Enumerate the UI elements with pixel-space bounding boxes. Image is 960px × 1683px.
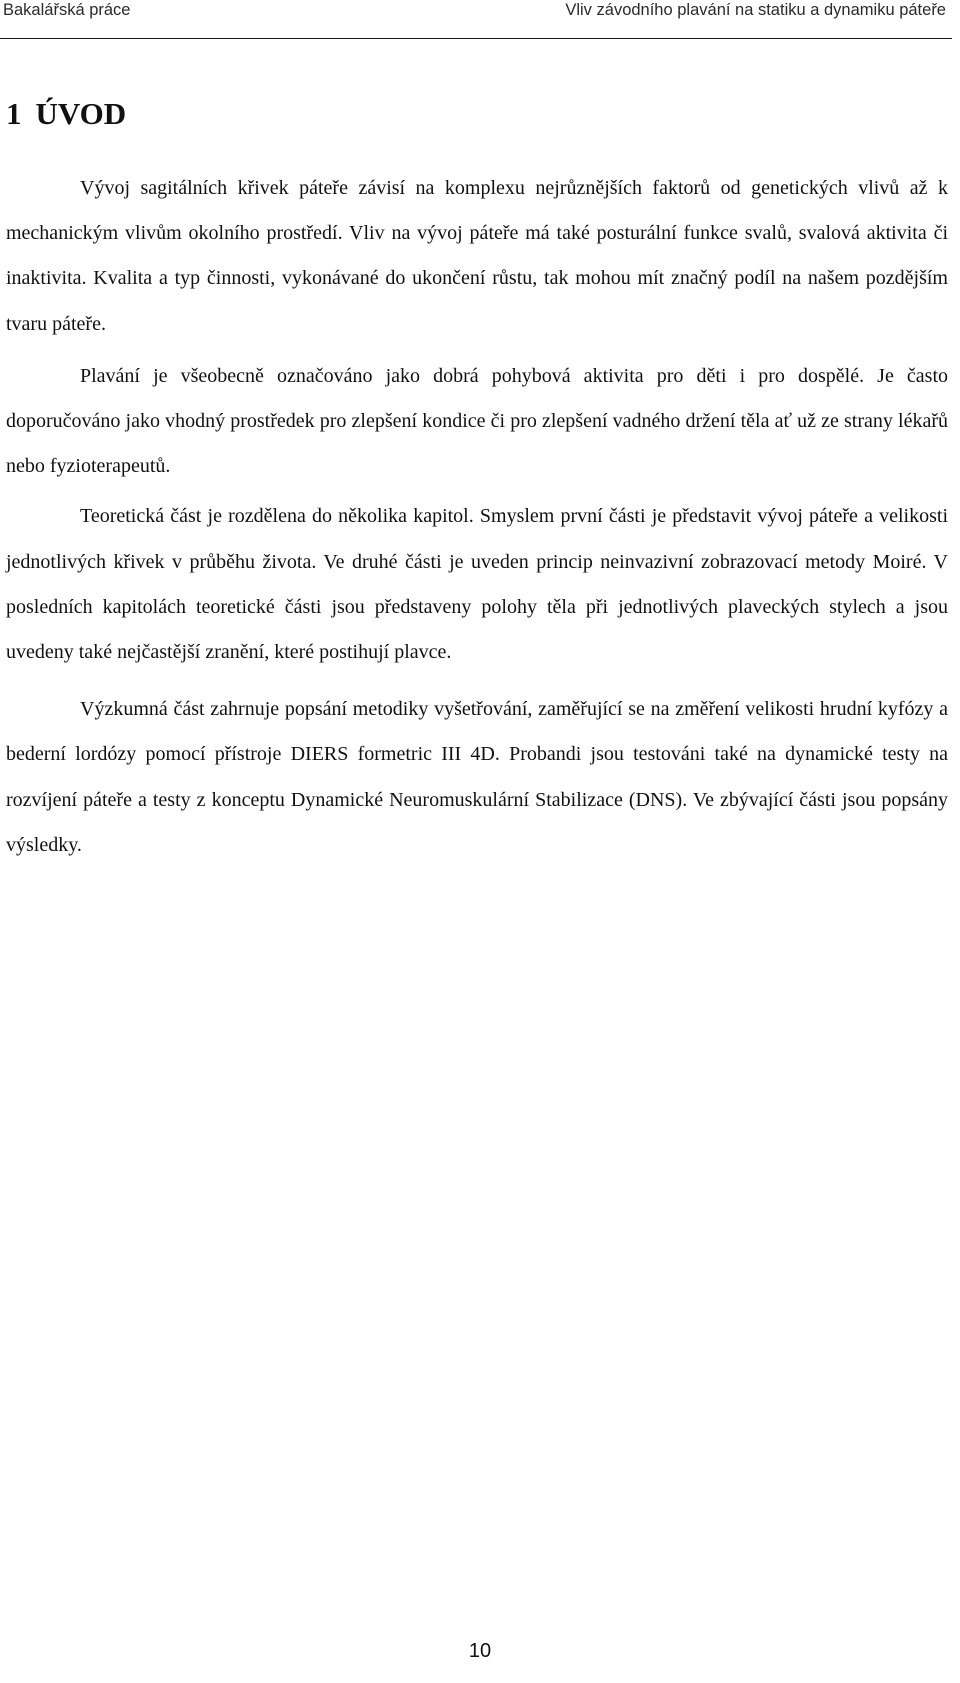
- chapter-number: 1: [6, 96, 22, 131]
- page-number: 10: [468, 1640, 492, 1662]
- header-thesis-title: Vliv závodního plavání na statiku a dynamiku páteře: [565, 1, 946, 19]
- paragraph-theoretical-part: Teoretická část je rozdělena do několika kapitol. Smyslem první části je představit vývoj páteře a velikosti jednotlivých křivek v průběhu života. Ve druhé části je uveden princip neinvazivní zobrazovací metody Moiré. V posledních kapitolách teoretické části jsou představeny polohy těla při jednotlivých plaveckých stylech a jsou uvedeny také nejčastější zranění, které postihují plavce.: [6, 505, 948, 664]
- paragraph-research-part: Výzkumná část zahrnuje popsání metodiky vyšetřování, zaměřující se na změření velikosti hrudní kyfózy a bederní lordózy pomocí přístroje DIERS formetric III 4D. Probandi jsou testováni také na dynamické testy na rozvíjení páteře a testy z konceptu Dynamické Neuromuskulární Stabilizace (DNS). Ve zbývající části jsou popsány výsledky.: [6, 698, 948, 856]
- body-text: [6, 166, 948, 868]
- running-header: [0, 0, 952, 39]
- paragraph-spine-development: Vývoj sagitálních křivek páteře závisí na komplexu nejrůznějších faktorů od genetických vlivů až k mechanickým vlivům okolního prostředí. Vliv na vývoj páteře má také posturální funkce svalů, svalová aktivita či inaktivita. Kvalita a typ činnosti, vykonávané do ukončení růstu, tak mohou mít značný podíl na našem pozdějším tvaru páteře.: [6, 177, 948, 335]
- chapter-title: ÚVOD: [35, 96, 127, 131]
- header-document-type: Bakalářská práce: [3, 1, 131, 19]
- chapter-heading: [6, 96, 126, 132]
- paragraph-swimming-activity: Plavání je všeobecně označováno jako dobrá pohybová aktivita pro děti i pro dospělé. Je často doporučováno jako vhodný prostředek pro zlepšení kondice či pro zlepšení vadného držení těla ať už ze strany lékařů nebo fyzioterapeutů.: [6, 364, 948, 478]
